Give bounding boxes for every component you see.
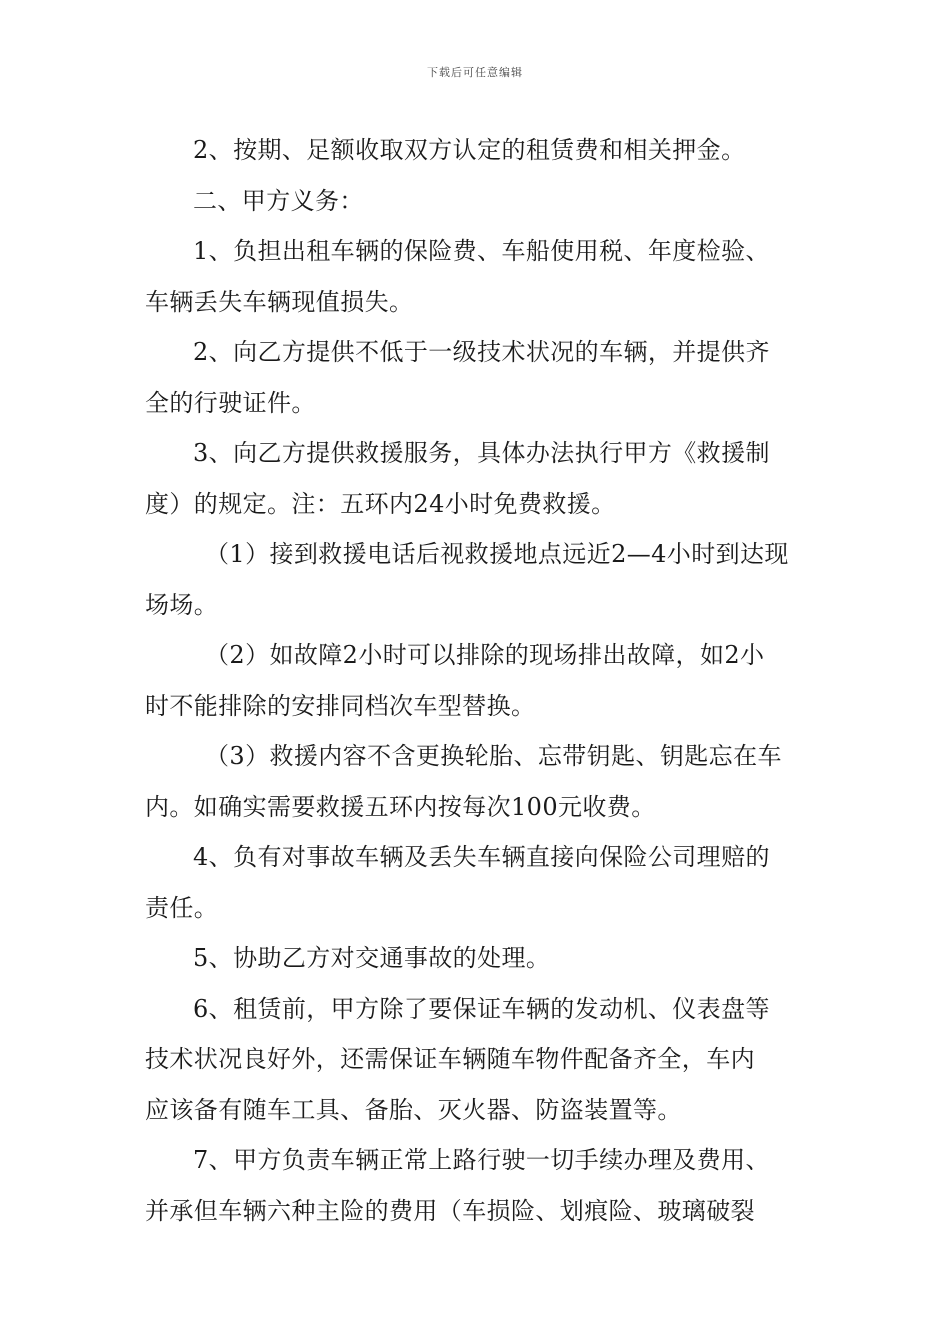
page-header: 下载后可任意编辑	[427, 66, 523, 79]
text-line: 内。如确实需要救援五环内按每次100元收费。	[145, 792, 656, 821]
text-line: （1）接到救援电话后视救援地点远近2—4小时到达现	[205, 540, 789, 568]
text-line: （2）如故障2小时可以排除的现场排出故障，如2小	[205, 641, 765, 669]
text-line: 2、向乙方提供不低于一级技术状况的车辆，并提供齐	[193, 338, 770, 366]
text-line: 7、甲方负责车辆正常上路行驶一切手续办理及费用、	[193, 1146, 770, 1174]
text-line: 并承但车辆六种主险的费用（车损险、划痕险、玻璃破裂	[145, 1196, 755, 1225]
text-line: 度）的规定。注：五环内24小时免费救援。	[145, 489, 616, 518]
text-line: 场场。	[145, 590, 219, 619]
text-line: 3、向乙方提供救援服务，具体办法执行甲方《救援制	[193, 439, 770, 467]
text-line: （3）救援内容不含更换轮胎、忘带钥匙、钥匙忘在车	[205, 742, 782, 770]
text-line: 5、协助乙方对交通事故的处理。	[193, 944, 551, 972]
text-line: 4、负有对事故车辆及丢失车辆直接向保险公司理赔的	[193, 843, 770, 871]
text-line: 2、按期、足额收取双方认定的租赁费和相关押金。	[193, 136, 746, 164]
text-line: 全的行驶证件。	[145, 388, 316, 417]
text-line: 时不能排除的安排同档次车型替换。	[145, 691, 536, 720]
text-line: 车辆丢失车辆现值损失。	[145, 287, 414, 316]
text-line: 1、负担出租车辆的保险费、车船使用税、年度检验、	[193, 237, 770, 265]
text-line: 应该备有随车工具、备胎、灭火器、防盗装置等。	[145, 1095, 682, 1124]
section-heading: 二、甲方义务：	[193, 186, 364, 215]
document-body	[145, 125, 807, 1236]
text-line: 技术状况良好外，还需保证车辆随车物件配备齐全，车内	[145, 1045, 755, 1073]
text-line: 责任。	[145, 893, 219, 922]
text-line: 6、租赁前，甲方除了要保证车辆的发动机、仪表盘等	[193, 994, 770, 1023]
